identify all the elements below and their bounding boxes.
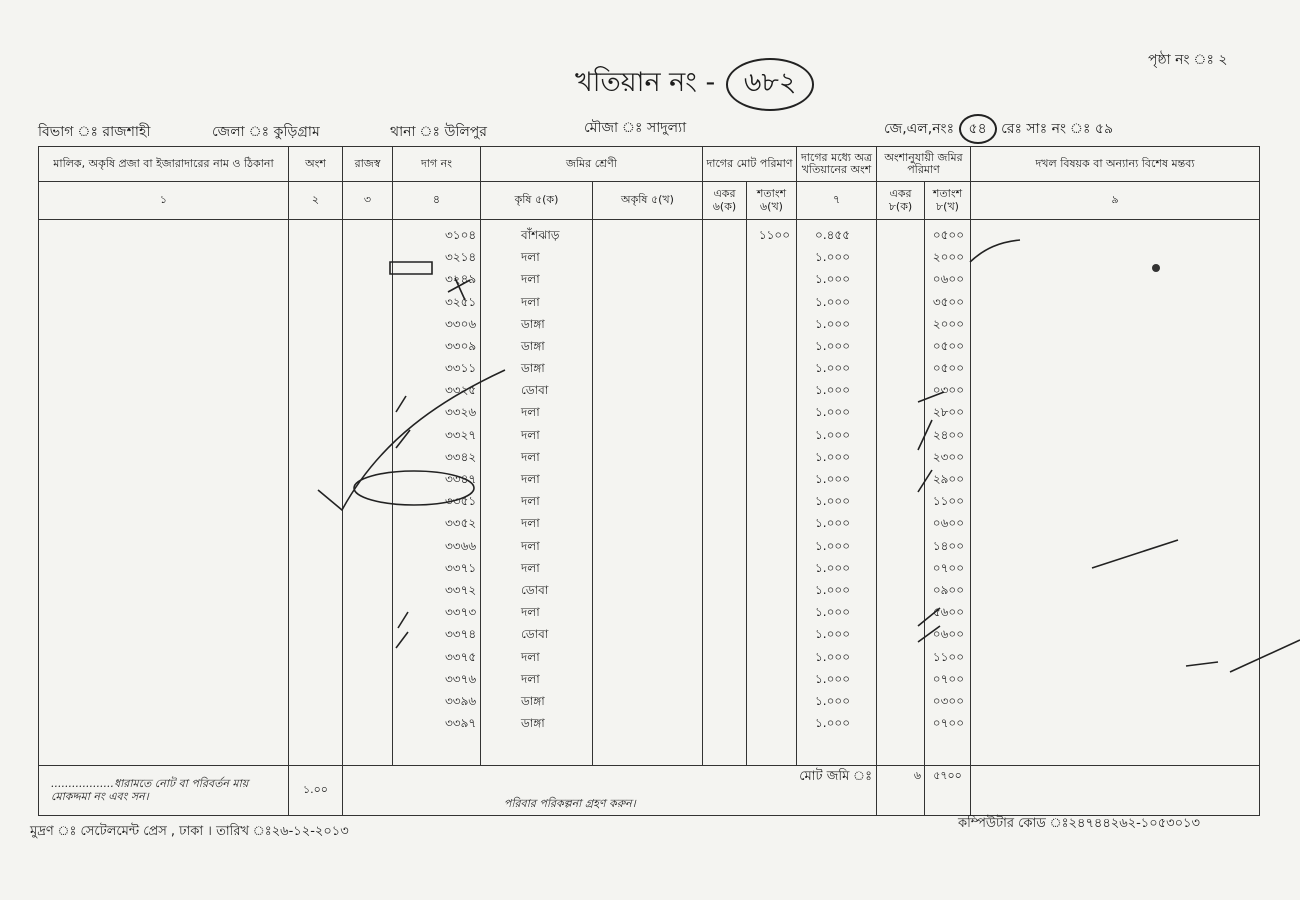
land-class: ডাঙ্গা — [521, 716, 545, 731]
dag-share-value: ১.০০০ — [815, 693, 851, 708]
dag-share-value: ১.০০০ — [815, 649, 851, 664]
dag-share-cell — [797, 219, 877, 765]
computer-code: কম্পিউটার কোড ঃ২৪৭৪৪২৬২-১০৫৩০১৩ — [958, 816, 1200, 831]
dag-number: ৩৩০৯ — [445, 338, 477, 353]
remarks-header: দখল বিষয়ক বা অন্যান্য বিশেষ মন্তব্য — [971, 147, 1260, 182]
dag-number: ৩৩৭১ — [445, 560, 477, 575]
area-shatangsha: ০৩০০ — [932, 383, 965, 398]
dag-number: ৩৩২৭ — [445, 427, 477, 442]
total-land-label: মোট জমি ঃ — [797, 766, 877, 816]
dag-number: ৩৩৭৫ — [445, 649, 477, 664]
acre-8-header: একর ৮(ক) — [877, 182, 925, 220]
dag-share-value: ১.০০০ — [815, 605, 851, 620]
dag-total-shatangsha — [747, 335, 796, 357]
reg-number: রেঃ সাঃ নং ঃ ৫৯ — [1001, 121, 1114, 137]
shatangsha-8-header: শতাংশ ৮(খ) — [925, 182, 971, 220]
area-shatangsha: ২৯০০ — [932, 472, 965, 487]
dag-cell — [393, 219, 481, 765]
area-shatangsha: ০৯০০ — [932, 582, 965, 597]
dag-number: ৩৩৪২ — [445, 449, 477, 464]
dag-number: ৩২৫১ — [445, 294, 477, 309]
land-class: দলা — [521, 516, 540, 531]
dag-total-header: দাগের মোট পরিমাণ — [703, 147, 797, 182]
area-shatangsha: ০৬০০ — [932, 627, 965, 642]
dag-share-value: ১.০০০ — [815, 516, 851, 531]
division: বিভাগ ঃ রাজশাহী — [38, 124, 151, 140]
dag-share-value: ১.০০০ — [815, 316, 851, 331]
khatian-title-label: খতিয়ান নং - — [575, 67, 716, 98]
dag-total-shatangsha — [747, 424, 796, 446]
dag-share-value: ১.০০০ — [815, 538, 851, 553]
area-shatangsha: ১১০০ — [932, 494, 965, 509]
total-shatangsha: ৫৭০০ — [925, 766, 971, 816]
land-class: দলা — [521, 472, 540, 487]
dag-number: ৩৩৯৬ — [445, 693, 477, 708]
thana: থানা ঃ উলিপুর — [390, 124, 487, 140]
area-shatangsha: ২৩০০ — [932, 449, 965, 464]
dag-share-value: ১.০০০ — [815, 582, 851, 597]
area-shatangsha: ০৩০০ — [932, 693, 965, 708]
area-shatangsha: ০৭০০ — [932, 560, 965, 575]
agri-cell — [481, 219, 593, 765]
land-class: দলা — [521, 405, 540, 420]
dag-share-value: ১.০০০ — [815, 272, 851, 287]
land-class: ডাঙ্গা — [521, 316, 545, 331]
share-header: অংশ — [289, 147, 343, 182]
area-shatangsha: ২০০০ — [932, 250, 965, 265]
land-class: দলা — [521, 605, 540, 620]
dag-share-value: ১.০০০ — [815, 294, 851, 309]
dag-total-shatangsha — [747, 535, 796, 557]
dag-total-shatangsha — [747, 668, 796, 690]
dag-number: ৩৩২৬ — [445, 405, 477, 420]
area-shatangsha: ০৬০০ — [932, 272, 965, 287]
dag-share-value: ১.০০০ — [815, 427, 851, 442]
dag-total-shatangsha — [747, 401, 796, 423]
acre-6-cell — [703, 219, 747, 765]
dag-share-value: ১.০০০ — [815, 361, 851, 376]
land-class: ডোবা — [521, 383, 549, 398]
dag-share-value: ১.০০০ — [815, 383, 851, 398]
land-class: ডোবা — [521, 582, 549, 597]
dag-total-shatangsha — [747, 446, 796, 468]
dag-share-value: ১.০০০ — [815, 250, 851, 265]
dag-header: দাগ নং — [393, 147, 481, 182]
dag-share-header: দাগের মধ্যে অত্র খতিয়ানের অংশ — [797, 147, 877, 182]
area-shatangsha: ০৫০০ — [932, 361, 965, 376]
land-class: দলা — [521, 560, 540, 575]
dag-number: ৩১০৪ — [445, 227, 477, 242]
non-agri-header: অকৃষি ৫(খ) — [593, 182, 703, 220]
dag-number: ৩৩৭৬ — [445, 671, 477, 686]
dag-total-shatangsha — [747, 601, 796, 623]
non-agri-cell — [593, 219, 703, 765]
family-plan-slogan: পরিবার পরিকল্পনা গ্রহণ করুন। — [343, 766, 797, 816]
dag-total-shatangsha — [747, 512, 796, 534]
area-shatangsha: ৫৬০০ — [932, 605, 965, 620]
dag-number: ৩৩৪৭ — [445, 472, 477, 487]
share-area-header: অংশানুযায়ী জমির পরিমাণ — [877, 147, 971, 182]
col-number-9: ৯ — [971, 182, 1260, 220]
share-cell — [289, 219, 343, 765]
dag-total-shatangsha — [747, 268, 796, 290]
area-shatangsha: ২০০০ — [932, 316, 965, 331]
dag-total-shatangsha — [747, 313, 796, 335]
page-number: পৃষ্ঠা নং ঃ ২ — [1148, 52, 1228, 68]
land-class: দলা — [521, 449, 540, 464]
area-shatangsha: ১১০০ — [932, 649, 965, 664]
dag-total-shatangsha — [747, 623, 796, 645]
dag-total-shatangsha — [747, 357, 796, 379]
area-shatangsha: ০৫০০ — [932, 227, 965, 242]
dag-share-value: ১.০০০ — [815, 338, 851, 353]
dag-total-shatangsha — [747, 291, 796, 313]
col-number-3: ৩ — [343, 182, 393, 220]
land-class: দলা — [521, 294, 540, 309]
land-class-list — [481, 220, 592, 734]
dag-share-value: ১.০০০ — [815, 716, 851, 731]
area-shatangsha: ১৪০০ — [932, 538, 965, 553]
dag-number: ৩৩৫২ — [445, 516, 477, 531]
khatian-title — [575, 58, 814, 111]
col-number-4: ৪ — [393, 182, 481, 220]
area-list — [925, 220, 970, 734]
area-shatangsha: ২৮০০ — [932, 405, 965, 420]
land-class: ডোবা — [521, 627, 549, 642]
dag-total-shatangsha: ১১০০ — [758, 227, 791, 242]
printer-info: মুদ্রণ ঃ সেটেলমেন্ট প্রেস , ঢাকা । তারিখ ঃ২৬-১২-২০১৩ — [30, 824, 349, 839]
dag-share-value: ১.০০০ — [815, 494, 851, 509]
shatangsha-8-cell — [925, 219, 971, 765]
land-class: দলা — [521, 671, 540, 686]
district: জেলা ঃ কুড়িগ্রাম — [212, 124, 320, 140]
acre-8-cell — [877, 219, 925, 765]
land-class: দলা — [521, 494, 540, 509]
mouza: মৌজা ঃ সাদুল্যা — [584, 120, 687, 136]
dag-total-shatangsha — [747, 712, 796, 734]
area-shatangsha: ০৭০০ — [932, 716, 965, 731]
jl-label: জে,এল,নংঃ — [884, 121, 955, 137]
dag-total-shatangsha — [747, 557, 796, 579]
dag-total-shatangsha — [747, 490, 796, 512]
land-class: বাঁশঝাড় — [521, 227, 560, 242]
dag-number: ৩৩৬৬ — [445, 538, 477, 553]
land-class-header: জমির শ্রেণী — [481, 147, 703, 182]
dag-number: ৩৩৯৭ — [445, 716, 477, 731]
land-class: ডাঙ্গা — [521, 338, 545, 353]
remarks-total-cell — [971, 766, 1260, 816]
col-number-2: ২ — [289, 182, 343, 220]
total-acre: ৬ — [877, 766, 925, 816]
jl-number: ৫৪ — [959, 114, 997, 144]
shatangsha-6-cell — [747, 219, 797, 765]
dag-share-value: ০.৪৫৫ — [815, 227, 850, 242]
area-shatangsha: ২৪০০ — [932, 427, 965, 442]
dag-share-value: ১.০০০ — [815, 627, 851, 642]
land-class: ডাঙ্গা — [521, 361, 545, 376]
area-shatangsha: ৩৫০০ — [932, 294, 965, 309]
jl-number-group — [884, 114, 1113, 144]
shatangsha-6-list — [747, 220, 796, 734]
land-class: দলা — [521, 538, 540, 553]
dag-list — [393, 220, 480, 734]
dag-number: ৩২১৪ — [445, 250, 477, 265]
land-class: দলা — [521, 272, 540, 287]
dag-number: ৩৩৫১ — [445, 494, 477, 509]
area-shatangsha: ০৬০০ — [932, 516, 965, 531]
col-number-1: ১ — [39, 182, 289, 220]
dag-total-shatangsha — [747, 379, 796, 401]
share-total: ১.০০ — [289, 766, 343, 816]
dag-share-list — [797, 220, 876, 734]
shatangsha-6-header: শতাংশ ৬(খ) — [747, 182, 797, 220]
land-class: দলা — [521, 649, 540, 664]
dag-total-shatangsha — [747, 579, 796, 601]
dag-number: ৩৩০৬ — [445, 316, 477, 331]
dag-number: ৩২৪৯ — [445, 272, 477, 287]
col-number-7: ৭ — [797, 182, 877, 220]
dag-number: ৩৩১১ — [445, 361, 477, 376]
revenue-cell — [343, 219, 393, 765]
owner-cell — [39, 219, 289, 765]
khatian-table — [38, 146, 1260, 816]
agri-header: কৃষি ৫(ক) — [481, 182, 593, 220]
dag-share-value: ১.০০০ — [815, 449, 851, 464]
dag-total-shatangsha — [747, 690, 796, 712]
amendment-note: ..................ধারামতে নোট বা পরিবর্তন মায় মোকদ্দমা নং এবং সন। — [39, 766, 289, 816]
acre-6-header: একর ৬(ক) — [703, 182, 747, 220]
dag-number: ৩৩৭৩ — [445, 605, 477, 620]
dag-number: ৩৩৭২ — [445, 582, 477, 597]
dag-total-shatangsha — [747, 646, 796, 668]
dag-share-value: ১.০০০ — [815, 472, 851, 487]
area-shatangsha: ০৫০০ — [932, 338, 965, 353]
khatian-number: ৬৮২ — [726, 58, 815, 111]
dag-total-shatangsha — [747, 468, 796, 490]
land-class: দলা — [521, 427, 540, 442]
dag-number: ৩৩২৫ — [445, 383, 477, 398]
owner-header: মালিক, অকৃষি প্রজা বা ইজারাদারের নাম ও ঠিকানা — [39, 147, 289, 182]
dag-share-value: ১.০০০ — [815, 671, 851, 686]
dag-share-value: ১.০০০ — [815, 560, 851, 575]
land-class: ডাঙ্গা — [521, 693, 545, 708]
dag-number: ৩৩৭৪ — [445, 627, 477, 642]
remarks-cell — [971, 219, 1260, 765]
area-shatangsha: ০৭০০ — [932, 671, 965, 686]
revenue-header: রাজস্ব — [343, 147, 393, 182]
dag-share-value: ১.০০০ — [815, 405, 851, 420]
land-class: দলা — [521, 250, 540, 265]
dag-total-shatangsha — [747, 246, 796, 268]
